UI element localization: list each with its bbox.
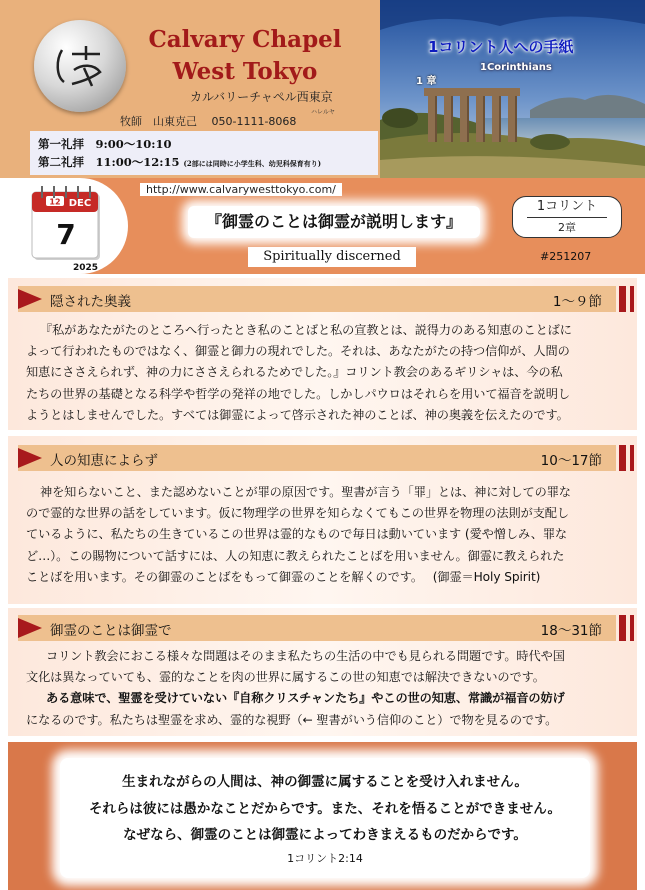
calendar-month: DEC <box>68 198 92 209</box>
paragraph-line: ど…）。この賜物について話すには、人の知恵に教えられたことばを用いません。御霊に教えられた <box>26 548 565 563</box>
paragraph-line: 神を知らないこと、また認めないことが罪の原因です。聖書が言う「罪」とは、神に対しての罪な <box>40 485 571 499</box>
section-arrow-icon <box>18 618 42 638</box>
photo-chapter: 1 章 <box>416 76 437 87</box>
church-name-line1: Calvary Chapel <box>148 26 342 53</box>
photo-subtitle: 1Corinthians <box>480 62 552 73</box>
website-link[interactable]: http://www.calvarywesttokyo.com/ <box>140 183 342 196</box>
corinth-photo <box>380 0 645 178</box>
church-name <box>120 24 370 88</box>
sermon-subtitle: Spiritually discerned <box>248 247 416 267</box>
paragraph-line: ので霊的な世界の話をしています。仮に物理学の世界を知らなくてもこの世界を物理の法則が支配し <box>26 506 569 521</box>
sermon-title: 『御霊のことは御霊が説明します』 <box>188 206 480 238</box>
quote-line-1: 生まれながらの人間は、神の御霊に属することを受け入れません。 <box>122 774 528 790</box>
service-times <box>30 131 378 175</box>
quote-line-3: なぜなら、御霊のことは御霊によってわきまえるものだからです。 <box>123 827 527 843</box>
section-1-body <box>26 320 632 426</box>
calendar-day: 7 <box>56 218 76 251</box>
paragraph-line: 知恵にささえられず、神の力にささえられるためでした。』コリント教会のあるギリシャは、今の私 <box>26 365 563 380</box>
paragraph-line: 文化は異なっていても、霊的なことを肉の世界に属するこの世の知恵では解決できないのです。 <box>26 670 545 685</box>
paragraph-line: になるのです。私たちは聖霊を求め、霊的な視野（← 聖書がいう信仰のこと）で物を見るのです。 <box>26 712 558 727</box>
section-bar-accent <box>630 615 634 641</box>
section-bar-accent <box>619 286 626 312</box>
section-bar-accent <box>630 286 634 312</box>
section-2-body <box>26 482 632 588</box>
section-2-heading: 人の知恵によらず <box>50 453 158 469</box>
service-2-time: 第二礼拝 11:00〜12:15 <box>38 155 180 169</box>
church-name-kana: カルバリーチャペル西東京 <box>190 90 333 104</box>
section-bar-accent <box>619 615 626 641</box>
section-1-header <box>18 286 616 312</box>
section-3-verses: 18〜31節 <box>540 623 602 639</box>
pastor-contact: 牧師 山東克己 050-1111-8068 <box>120 115 297 128</box>
paragraph-line: 『私があなたがたのところへ行ったとき私のことばと私の宣教とは、説得力のある知恵のことばに <box>40 323 572 337</box>
paragraph-line: たちの世界の基礎となる科学や哲学の発祥の地でした。しかしパウロはそれらを用いて福音を説明し <box>26 386 570 401</box>
calendar-icon <box>28 182 110 272</box>
paragraph-line: よって行われたものではなく、御霊と御力の現れでした。それは、あなたがたの持つ信仰が、人間の <box>26 344 570 359</box>
section-arrow-icon <box>18 448 42 468</box>
calendar-day-badge: 12 <box>49 197 61 207</box>
issue-number: #251207 <box>540 250 592 263</box>
section-2-verses: 10〜17節 <box>540 453 602 469</box>
section-2-header <box>18 445 616 471</box>
paragraph-line: ているように、私たちの生きているこの世界は霊的なもので毎日は動いています (愛や憎しみ、罪な <box>26 527 568 542</box>
section-1-verses: 1〜９節 <box>552 294 602 310</box>
reference-chapter: 2章 <box>558 221 576 234</box>
calendar-year: 2025 <box>72 263 98 272</box>
paragraph-line: ことばを用います。その御霊のことばをもって御霊のことを解くのです。 (御霊＝Holy Spirit) <box>26 569 541 584</box>
service-2-note: (2部には同時に小学生科、幼児科保育有り) <box>183 159 322 168</box>
quote-reference: 1コリント2:14 <box>287 852 363 865</box>
church-logo <box>34 20 126 112</box>
quote-line-2: それらは彼には愚かなことだからです。また、それを悟ることができません。 <box>88 801 562 817</box>
section-3-heading: 御霊のことは御霊で <box>50 623 172 639</box>
paragraph-line: コリント教会におこる様々な問題はそのまま私たちの生活の中でも見られる問題です。時代や国 <box>46 649 565 663</box>
section-bar-accent <box>630 445 634 471</box>
temple-ruins-image <box>380 0 645 178</box>
reference-book: 1コリント <box>527 197 607 218</box>
scripture-reference <box>512 196 622 238</box>
section-bar-accent <box>619 445 626 471</box>
section-3-body <box>26 646 632 731</box>
section-1-heading: 隠された奥義 <box>50 294 131 310</box>
church-name-line2: West Tokyo <box>172 58 318 85</box>
photo-title: 1コリント人への手紙 <box>428 38 574 56</box>
section-arrow-icon <box>18 289 42 309</box>
service-1: 第一礼拝 9:00〜10:10 <box>38 137 172 151</box>
paragraph-line: ある意味で、聖霊を受けていない『自称クリスチャンたち』やこの世の知恵、常識が福音の妨げ <box>46 691 565 706</box>
furigana: ハレルヤ <box>311 109 335 116</box>
logo-mark-icon <box>34 20 126 112</box>
paragraph-line: ようとはしませんでした。すべては御霊によって啓示された神のことば、神の奥義を伝えたのです。 <box>26 407 569 422</box>
section-3-header <box>18 615 616 641</box>
service-2 <box>38 154 321 170</box>
